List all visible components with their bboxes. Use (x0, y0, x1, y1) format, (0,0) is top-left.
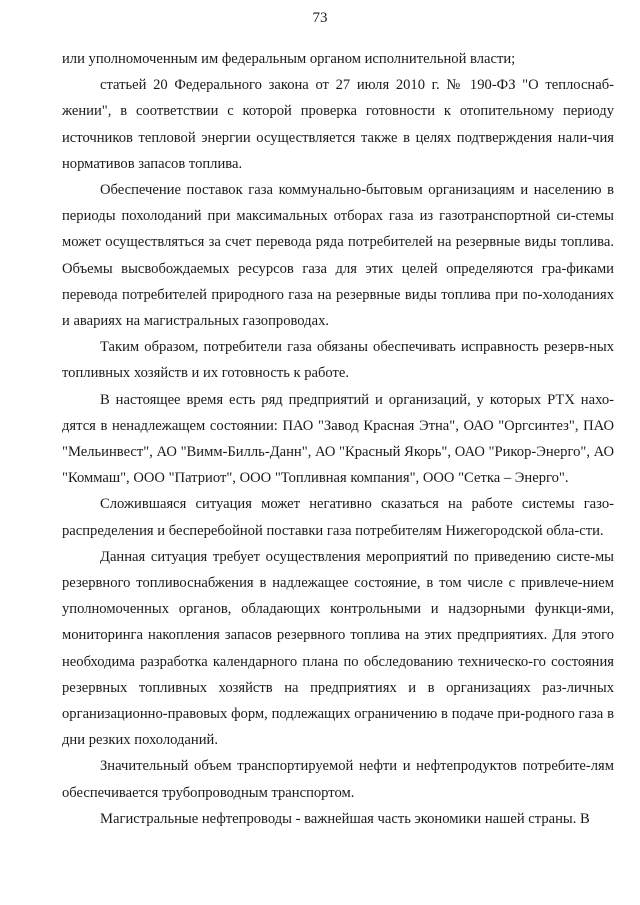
page-number: 73 (312, 10, 328, 26)
paragraph-law-article: статьей 20 Федерального закона от 27 июля 2010 г. № 190-ФЗ "О теплоснаб-жении", в соответствии с которой проверка готовности к отопительному периоду источников тепловой энергии осуществляется также в целях подтверждения нали-чия нормативов запасов топлива. (62, 77, 614, 172)
paragraph-oil-pipelines: Магистральные нефтепроводы - важнейшая часть экономики нашей страны. В (100, 810, 590, 827)
paragraph-situation-impact: Сложившаяся ситуация может негативно сказаться на работе системы газо-распределения и бесперебойной поставки газа потребителям Нижегородской обла-сти. (62, 496, 614, 539)
paragraph-continuation: или уполномоченным им федеральным органом исполнительной власти; (62, 51, 516, 67)
document-body (62, 46, 614, 832)
paragraph-oil-transport: Значительный объем транспортируемой нефти и нефтепродуктов потребите-лям обеспечивается трубопроводным транспортом. (62, 758, 614, 801)
paragraph-enterprises-list: В настоящее время есть ряд предприятий и организаций, у которых РТХ нахо-дятся в ненадлежащем состоянии: ПАО "Завод Красная Этна", ОАО "Оргсинтез", ПАО "Мельинвест", АО "Вимм-Билль-Данн", АО "Красный Якорь", ОАО "Рикор-Энерго", АО "Коммаш", ООО "Патриот", ООО "Топливная компания", ООО "Сетка – Энерго". (62, 391, 614, 487)
paragraph-gas-supply: Обеспечение поставок газа коммунально-бытовым организациям и населению в периоды похолоданий при максимальных отборах газа из газотранспортной си-стемы может осуществляться за счет перевода ряда потребителей на резервные виды топлива. Объемы высвобождаемых ресурсов газа для этих целей определяются гра-фиками перевода потребителей природного газа на резервные виды топлива при по-холоданиях и авариях на магистральных газопроводах. (62, 182, 614, 330)
paragraph-measures: Данная ситуация требует осуществления мероприятий по приведению систе-мы резервного топливоснабжения в надлежащее состояние, в том числе с привлече-нием уполномоченных органов, обладающих контрольными и надзорными функци-ями, мониторинга накопления запасов резервного топлива на этих предприятиях. Для этого необходима разработка календарного плана по обследованию техническо-го состояния резервных топливных хозяйств на предприятиях и в организациях раз-личных организационно-правовых форм, подлежащих ограничению в подаче при-родного газа в дни резких похолоданий. (62, 548, 614, 749)
paragraph-consumers-obligation: Таким образом, потребители газа обязаны обеспечивать исправность резерв-ных топливных хозяйств и их готовность к работе. (62, 339, 614, 382)
